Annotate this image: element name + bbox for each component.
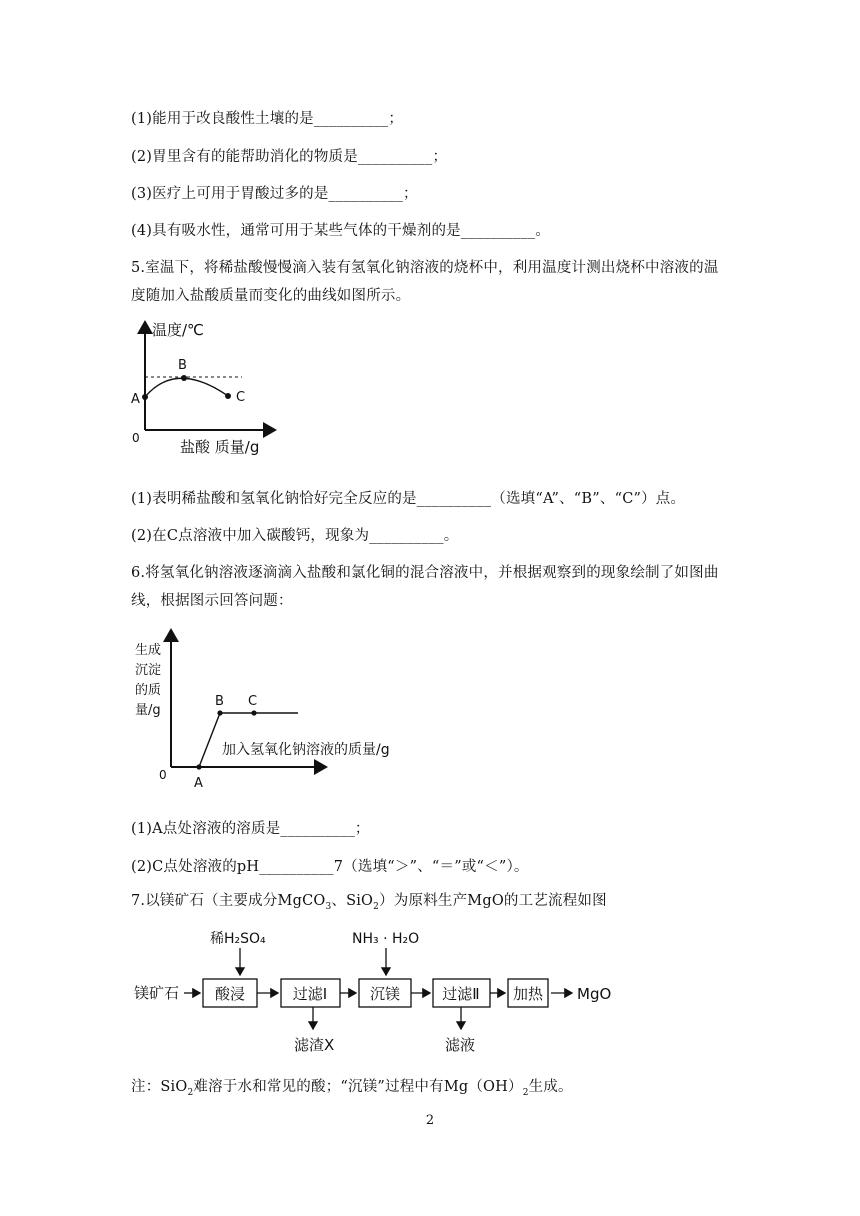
flow-step2: 过滤Ⅰ (292, 985, 328, 1003)
flow-out1: 滤渣X (294, 1036, 335, 1054)
page-number: 2 (425, 1113, 435, 1128)
fig2-origin: 0 (159, 768, 167, 782)
q5-text-line1: 5.室温下，将稀盐酸慢慢滴入装有氢氧化钠溶液的烧杯中，利用温度计测出烧杯中溶液的温 (131, 260, 719, 276)
fig2-point-c (251, 710, 256, 715)
flow-reagent1: 稀H₂SO₄ (210, 931, 266, 947)
fig1-label-b: B (178, 358, 187, 373)
fig1-label-a: A (131, 392, 140, 407)
flow-step5: 加热 (512, 985, 544, 1003)
fig1-origin: 0 (132, 431, 140, 445)
process-flowchart (134, 931, 611, 1054)
fig2-point-b (217, 710, 222, 715)
q6-text-line2: 线，根据图示回答问题： (131, 593, 293, 609)
fig2-xlabel: 加入氢氧化钠溶液的质量/g (222, 742, 390, 758)
fig1-point-a (142, 394, 148, 400)
q5-sub2: (2)在C点溶液中加入碳酸钙，现象为__________。 (131, 528, 459, 544)
flow-out2: 滤液 (445, 1036, 476, 1054)
q4-sub3: (3)医疗上可用于胃酸过多的是__________； (131, 186, 418, 202)
fig1-curve (145, 378, 228, 397)
fig2-ylabel-2: 沉淀 (135, 663, 162, 678)
fig2-label-b: B (215, 694, 224, 709)
fig2-ylabel-4: 量/g (135, 703, 161, 718)
precipitate-chart (135, 630, 390, 791)
q4-sub2: (2)胃里含有的能帮助消化的物质是__________； (131, 149, 448, 165)
fig1-point-b (181, 375, 187, 381)
fig2-curve (199, 713, 298, 767)
fig1-ylabel: 温度/℃ (152, 321, 204, 339)
fig2-label-c: C (248, 694, 258, 709)
q4-sub4: (4)具有吸水性，通常可用于某些气体的干燥剂的是__________。 (131, 223, 551, 239)
flow-product: MgO (577, 985, 612, 1003)
q4-sub1: (1)能用于改良酸性土壤的是__________； (131, 111, 404, 127)
q6-sub1: (1)A点处溶液的溶质是__________； (131, 821, 370, 837)
fig2-point-a (196, 764, 201, 769)
q6-text-line1: 6.将氢氧化钠溶液逐滴滴入盐酸和氯化铜的混合溶液中，并根据观察到的现象绘制了如图曲 (131, 565, 719, 581)
flow-step1: 酸浸 (214, 985, 246, 1003)
q7-note: 注：SiO$_2$难溶于水和常见的酸；“沉镁”过程中有$Mg(OH)_2$生成。 (131, 1079, 573, 1098)
q5-sub1: (1)表明稀盐酸和氢氧化钠恰好完全反应的是__________（选填“A”、“B”、“C”）点。 (131, 491, 686, 507)
fig1-point-c (225, 393, 231, 399)
fig2-label-a: A (194, 776, 203, 791)
fig1-label-c: C (236, 390, 246, 405)
q6-sub2: (2)C点处溶液的pH__________7（选填“＞”、“＝”或“＜”）。 (131, 859, 529, 875)
q7-intro: 7.以镁矿石（主要成分MgCO$_3$、SiO$_2$）为原料生产MgO的工艺流程如图 (131, 893, 607, 912)
temperature-chart (131, 321, 275, 456)
fig2-ylabel-3: 的质 (135, 683, 162, 698)
flow-step3: 沉镁 (369, 985, 401, 1003)
flow-step4: 过滤Ⅱ (442, 985, 480, 1003)
flow-input: 镁矿石 (134, 984, 180, 1002)
fig1-xlabel: 盐酸 质量/g (180, 438, 260, 456)
q5-text-line2: 度随加入盐酸质量而变化的曲线如图所示。 (131, 288, 411, 304)
fig2-ylabel-1: 生成 (135, 643, 162, 658)
flow-reagent2: NH₃ · H₂O (352, 931, 420, 947)
